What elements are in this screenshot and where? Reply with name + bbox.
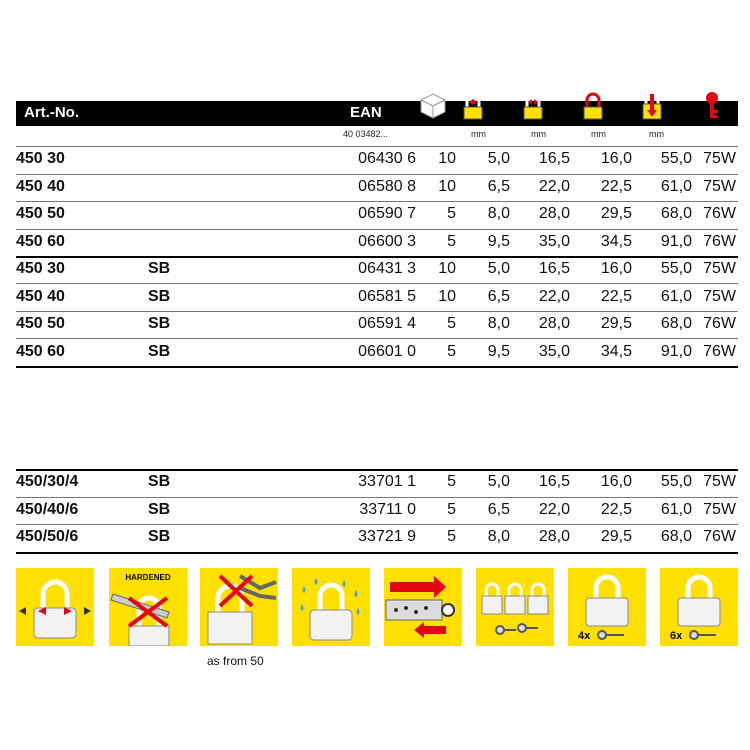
cell-ean: 06431 3 <box>358 260 416 277</box>
feature-tile <box>200 568 278 646</box>
table-row <box>16 230 738 257</box>
cell-b: 28,0 <box>538 205 570 222</box>
cell-a: 8,0 <box>487 205 510 222</box>
cell-a: 8,0 <box>487 528 510 545</box>
cell-ean: 33701 1 <box>358 473 416 490</box>
hardened-label: HARDENED <box>125 573 171 582</box>
feature-tile <box>660 568 738 646</box>
divider <box>16 524 738 525</box>
cell-art: 450 50 <box>16 315 65 332</box>
cell-w: 75W <box>703 260 736 277</box>
cell-ean: 33721 9 <box>358 528 416 545</box>
cell-b: 35,0 <box>538 232 570 250</box>
feature-tile <box>384 568 462 646</box>
unit-label: mm <box>649 129 664 139</box>
cell-a: 8,0 <box>487 315 510 332</box>
cell-sb: SB <box>148 315 171 332</box>
cell-b: 28,0 <box>538 315 570 332</box>
cell-qty: 5 <box>447 232 456 250</box>
cell-c: 22,5 <box>600 287 632 305</box>
cell-w: 76W <box>703 232 736 250</box>
keys-6-label: 6x <box>670 630 683 642</box>
cell-sb: SB <box>148 260 171 277</box>
cell-qty: 5 <box>447 205 456 222</box>
cell-qty: 5 <box>447 473 456 490</box>
cell-art: 450 60 <box>16 342 65 360</box>
cell-c: 16,0 <box>600 260 632 277</box>
box-stack-icon <box>418 88 448 120</box>
cell-w: 75W <box>703 500 736 518</box>
cell-w: 75W <box>703 177 736 195</box>
divider <box>16 201 738 202</box>
cell-d: 55,0 <box>660 473 692 490</box>
cell-a: 9,5 <box>487 342 510 360</box>
cell-art: 450 50 <box>16 205 65 222</box>
weatherproof-icon <box>292 568 370 646</box>
cell-c: 29,5 <box>600 528 632 545</box>
divider <box>16 366 738 368</box>
cell-a: 6,5 <box>487 500 510 518</box>
cell-art: 450 40 <box>16 177 65 195</box>
unit-label: mm <box>531 129 546 139</box>
ean-prefix: 40 03482... <box>343 129 389 139</box>
cell-a: 5,0 <box>487 150 510 167</box>
cell-w: 76W <box>703 342 736 360</box>
cell-qty: 10 <box>438 177 456 195</box>
cell-ean: 06600 3 <box>358 232 416 250</box>
cell-b: 16,5 <box>538 473 570 490</box>
cell-art: 450/50/6 <box>16 528 79 545</box>
table-row <box>16 175 738 202</box>
cell-ean: 06581 5 <box>358 287 416 305</box>
divider <box>16 256 738 258</box>
hardened-saw-icon <box>109 568 187 646</box>
cell-ean: 06591 4 <box>358 315 416 332</box>
table-row <box>16 285 738 312</box>
cell-b: 35,0 <box>538 342 570 360</box>
cell-ean: 06580 8 <box>358 177 416 195</box>
cell-w: 76W <box>703 528 736 545</box>
cell-b: 22,0 <box>538 177 570 195</box>
cell-ean: 33711 0 <box>359 500 416 518</box>
cell-c: 29,5 <box>600 205 632 222</box>
cell-d: 55,0 <box>660 260 692 277</box>
cell-art: 450 30 <box>16 150 65 167</box>
bolt-cutter-icon <box>200 568 278 646</box>
cell-sb: SB <box>148 528 171 545</box>
divider <box>16 174 738 175</box>
cell-a: 5,0 <box>487 473 510 490</box>
six-keys-icon <box>660 568 738 646</box>
cell-a: 5,0 <box>487 260 510 277</box>
unit-label: mm <box>471 129 486 139</box>
cell-art: 450 60 <box>16 232 65 250</box>
cell-d: 55,0 <box>660 150 692 167</box>
unit-label: mm <box>591 129 606 139</box>
cell-w: 75W <box>703 150 736 167</box>
cell-d: 61,0 <box>660 177 692 195</box>
table-row <box>16 257 738 284</box>
cell-a: 9,5 <box>487 232 510 250</box>
cell-c: 34,5 <box>600 342 632 360</box>
cell-ean: 06430 6 <box>358 150 416 167</box>
divider <box>16 469 738 471</box>
table-row <box>16 312 738 339</box>
divider <box>16 311 738 312</box>
divider <box>16 338 738 339</box>
cell-d: 61,0 <box>660 500 692 518</box>
cell-sb: SB <box>148 473 171 490</box>
feature-caption: as from 50 <box>207 654 264 668</box>
cell-c: 22,5 <box>600 500 632 518</box>
cell-qty: 5 <box>447 315 456 332</box>
cell-b: 22,0 <box>538 287 570 305</box>
cell-qty: 5 <box>447 342 456 360</box>
feature-tile <box>109 568 187 646</box>
cell-b: 16,5 <box>538 150 570 167</box>
keyed-alike-icon <box>476 568 554 646</box>
cell-b: 22,0 <box>538 500 570 518</box>
cell-c: 34,5 <box>600 232 632 250</box>
cell-qty: 5 <box>447 528 456 545</box>
cell-ean: 06601 0 <box>358 342 416 360</box>
feature-tile <box>16 568 94 646</box>
cell-qty: 10 <box>438 150 456 167</box>
cell-art: 450 30 <box>16 260 65 277</box>
header-art-no: Art.-No. <box>24 104 79 121</box>
cell-d: 68,0 <box>660 205 692 222</box>
feature-tile <box>476 568 554 646</box>
cell-ean: 06590 7 <box>358 205 416 222</box>
cell-qty: 10 <box>438 287 456 305</box>
shackle-width-icon <box>463 90 483 120</box>
cell-a: 6,5 <box>487 177 510 195</box>
table-row <box>16 470 738 497</box>
body-width-icon <box>583 90 603 120</box>
cell-d: 68,0 <box>660 315 692 332</box>
cell-art: 450/30/4 <box>16 473 79 490</box>
divider <box>16 283 738 284</box>
cell-d: 91,0 <box>660 232 692 250</box>
cell-art: 450 40 <box>16 287 65 305</box>
cell-b: 28,0 <box>538 528 570 545</box>
cell-w: 76W <box>703 315 736 332</box>
four-keys-icon <box>568 568 646 646</box>
cell-qty: 10 <box>438 260 456 277</box>
cell-sb: SB <box>148 287 171 305</box>
key-icon <box>702 90 722 120</box>
cell-d: 91,0 <box>660 342 692 360</box>
cell-qty: 5 <box>447 500 456 518</box>
table-row <box>16 525 738 552</box>
cell-c: 22,5 <box>600 177 632 195</box>
feature-tile <box>568 568 646 646</box>
header-ean: EAN <box>350 104 382 121</box>
divider <box>16 552 738 554</box>
table-row <box>16 498 738 525</box>
shackle-rotation-icon <box>16 568 94 646</box>
cell-sb: SB <box>148 342 171 360</box>
cell-c: 16,0 <box>600 473 632 490</box>
cell-w: 76W <box>703 205 736 222</box>
cell-w: 75W <box>703 473 736 490</box>
shackle-inner-width-icon <box>523 90 543 120</box>
divider <box>16 497 738 498</box>
cell-a: 6,5 <box>487 287 510 305</box>
cell-c: 16,0 <box>600 150 632 167</box>
cell-d: 61,0 <box>660 287 692 305</box>
cell-c: 29,5 <box>600 315 632 332</box>
feature-tile <box>292 568 370 646</box>
cell-w: 75W <box>703 287 736 305</box>
table-row <box>16 202 738 229</box>
table-row <box>16 340 738 367</box>
cell-b: 16,5 <box>538 260 570 277</box>
divider <box>16 229 738 230</box>
cell-d: 68,0 <box>660 528 692 545</box>
keys-4-label: 4x <box>578 630 591 642</box>
cell-sb: SB <box>148 500 171 518</box>
cylinder-pins-icon <box>384 568 462 646</box>
shackle-height-icon <box>642 90 662 120</box>
table-row <box>16 147 738 174</box>
cell-art: 450/40/6 <box>16 500 79 518</box>
